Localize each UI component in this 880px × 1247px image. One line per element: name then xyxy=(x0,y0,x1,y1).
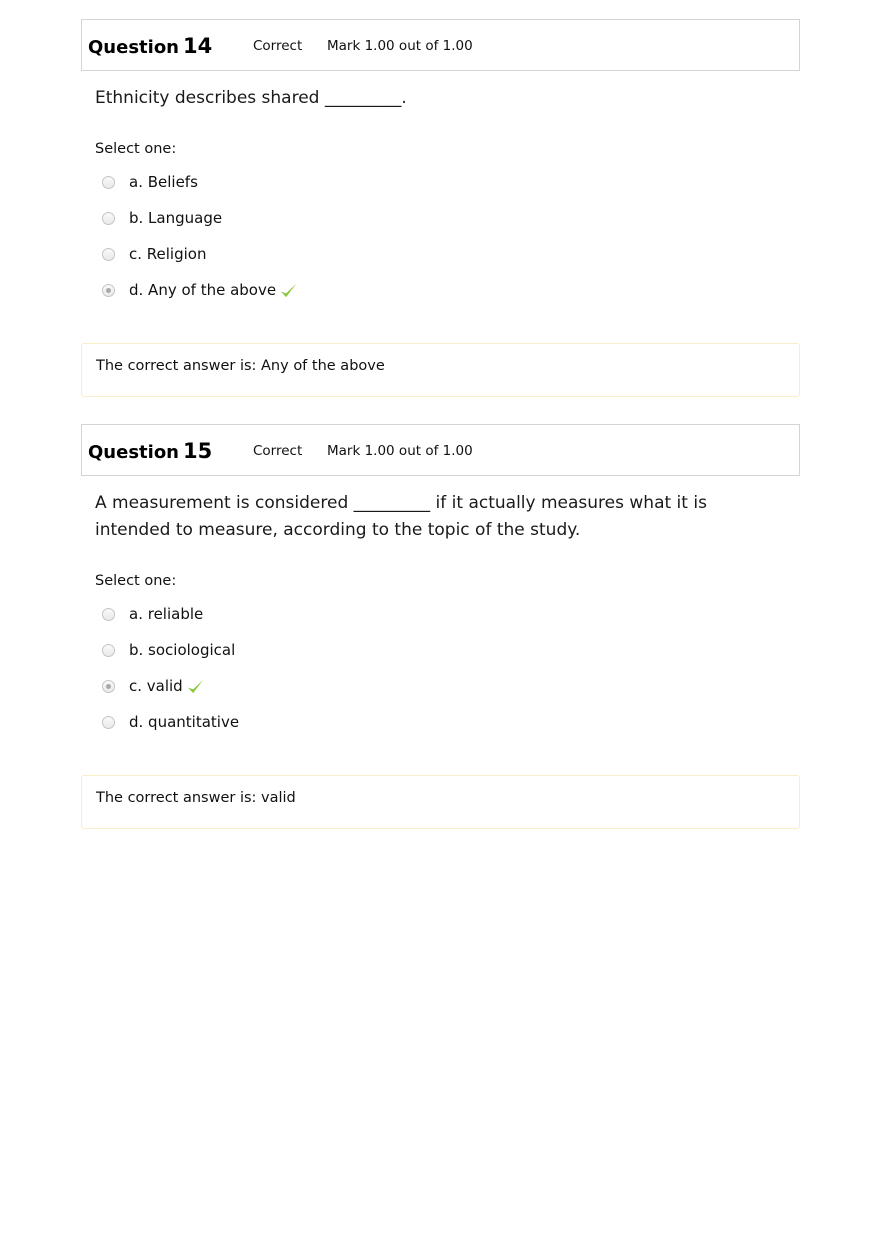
question-text: Ethnicity describes shared _________. xyxy=(95,88,407,108)
select-one-prompt: Select one: xyxy=(95,141,177,157)
answer-option[interactable] xyxy=(102,171,198,193)
radio-button[interactable] xyxy=(102,212,115,225)
answer-option[interactable] xyxy=(102,711,239,733)
correct-answer-text: The correct answer is: valid xyxy=(96,790,296,806)
radio-button[interactable] xyxy=(102,176,115,189)
question-title: Question 14 xyxy=(88,34,213,58)
radio-button[interactable] xyxy=(102,644,115,657)
radio-button[interactable] xyxy=(102,608,115,621)
radio-button[interactable] xyxy=(102,248,115,261)
correct-check-icon xyxy=(186,677,205,696)
answer-option-label: b. sociological xyxy=(129,641,236,659)
answer-option-label: c. Religion xyxy=(129,245,207,263)
question-mark: Mark 1.00 out of 1.00 xyxy=(327,443,473,459)
answer-option[interactable] xyxy=(102,675,205,697)
radio-button-selected[interactable] xyxy=(102,284,115,297)
question-number: 15 xyxy=(183,439,213,463)
question-number: 14 xyxy=(183,34,213,58)
question-14 xyxy=(81,19,800,374)
answer-option[interactable] xyxy=(102,243,206,265)
answer-option-label: d. quantitative xyxy=(129,713,240,731)
answer-option-label: d. Any of the above xyxy=(129,281,277,299)
answer-option[interactable] xyxy=(102,639,235,661)
answer-option[interactable] xyxy=(102,603,203,625)
answer-option[interactable] xyxy=(102,207,222,229)
question-text: A measurement is considered _________ if it actually measures what it is intended to measure, according to the topic of the study. xyxy=(95,493,707,540)
answer-option-label: a. reliable xyxy=(129,605,204,623)
correct-answer-text: The correct answer is: Any of the above xyxy=(96,358,385,374)
feedback-box xyxy=(81,775,800,829)
radio-button-selected[interactable] xyxy=(102,680,115,693)
question-header xyxy=(81,424,800,476)
question-title: Question 15 xyxy=(88,439,213,463)
answer-option[interactable] xyxy=(102,279,298,301)
question-state: Correct xyxy=(253,443,303,459)
question-15 xyxy=(81,424,800,806)
feedback-box xyxy=(81,343,800,397)
answer-option-label: c. valid xyxy=(129,677,183,695)
question-mark: Mark 1.00 out of 1.00 xyxy=(327,38,473,54)
question-state: Correct xyxy=(253,38,303,54)
radio-button[interactable] xyxy=(102,716,115,729)
answer-option-label: a. Beliefs xyxy=(129,173,198,191)
correct-check-icon xyxy=(279,281,298,300)
answer-option-label: b. Language xyxy=(129,209,223,227)
select-one-prompt: Select one: xyxy=(95,573,177,589)
question-header xyxy=(81,19,800,71)
